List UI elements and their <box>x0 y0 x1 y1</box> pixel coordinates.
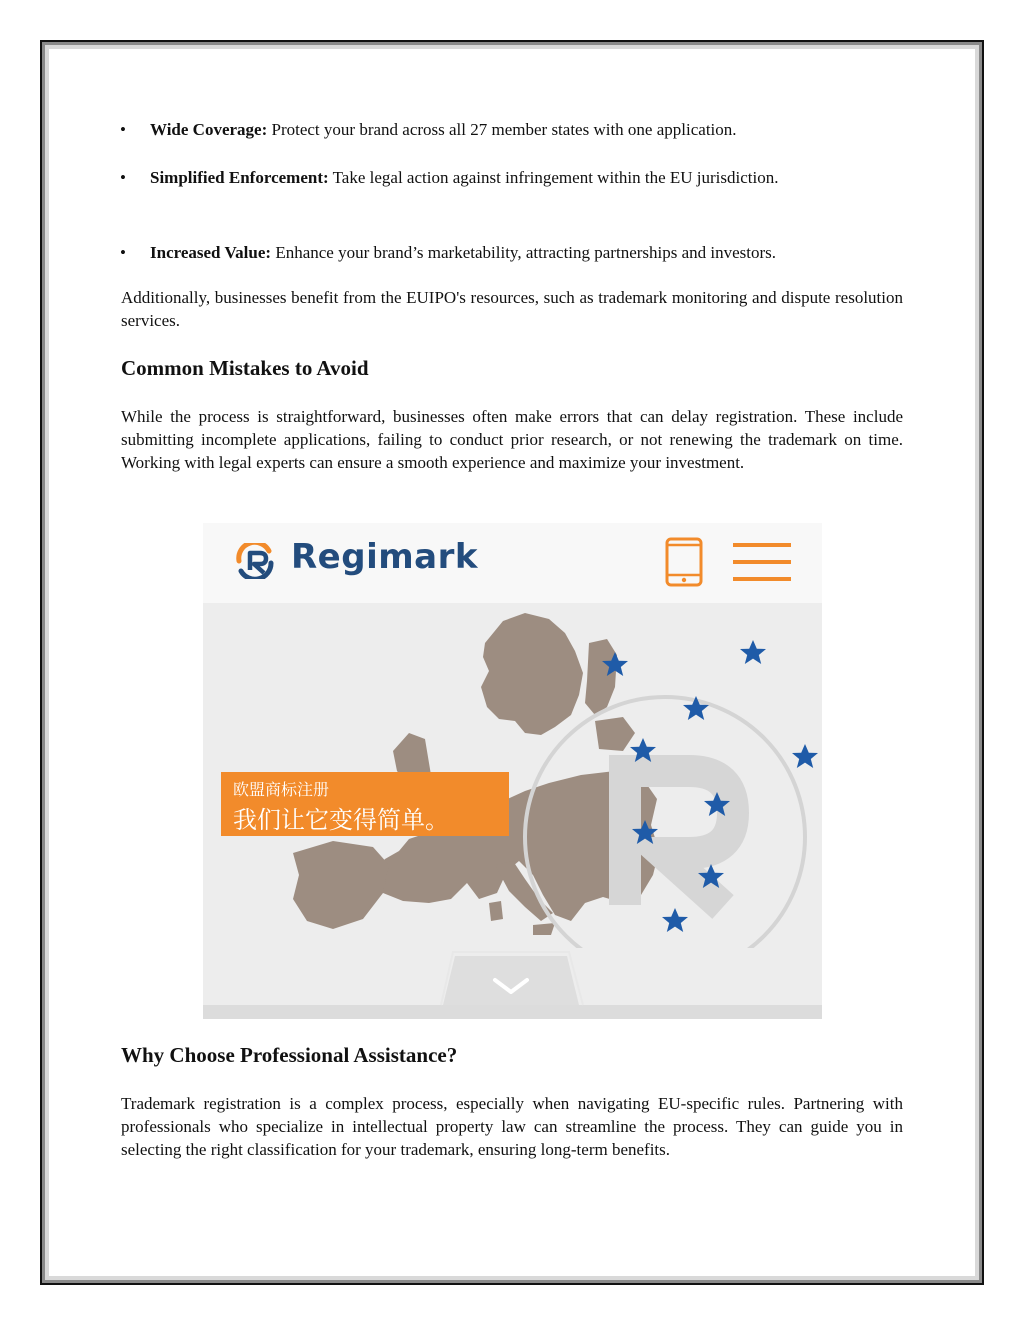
brand-logo-text: Regimark <box>291 537 478 577</box>
scroll-down-tab[interactable] <box>203 948 822 1019</box>
list-item <box>121 118 903 141</box>
bullet-icon: • <box>120 120 126 139</box>
list-item <box>121 166 903 189</box>
professional-paragraph: Trademark registration is a complex process, especially when navigating EU-specific rules. Partnering with professionals who specialize in intellectual property law can streamline the process. They can guide you in selecting the right classification for your trademark, ensuring long-term benefits. <box>121 1094 903 1159</box>
regimark-banner-image <box>203 523 822 1019</box>
promo-tagline: 我们让它变得简单。 <box>233 806 449 834</box>
bullet-icon: • <box>120 243 126 262</box>
promo-title: 欧盟商标注册 <box>233 780 330 799</box>
bullet-text: Enhance your brand’s marketability, attracting partnerships and investors. <box>271 243 777 262</box>
additional-paragraph: Additionally, businesses benefit from the EUIPO's resources, such as trademark monitoring and dispute resolution services. <box>121 288 903 330</box>
bullet-label: Wide Coverage: <box>150 120 268 139</box>
bullet-label: Simplified Enforcement: <box>150 168 329 187</box>
bullet-label: Increased Value: <box>150 243 272 262</box>
benefits-list <box>121 118 903 264</box>
banner-header <box>203 523 822 603</box>
menu-icon[interactable] <box>733 541 791 583</box>
bullet-icon: • <box>120 168 126 187</box>
phone-icon[interactable] <box>665 537 703 587</box>
bullet-text: Take legal action against infringement within the EU jurisdiction. <box>328 168 779 187</box>
registered-logo-icon <box>235 543 283 579</box>
list-item <box>121 241 903 264</box>
mistakes-heading: Common Mistakes to Avoid <box>121 356 369 380</box>
mistakes-paragraph: While the process is straightforward, businesses often make errors that can delay registration. These include submitting incomplete applications, failing to conduct prior research, or not renewing the trademark on time. Working with legal experts can ensure a smooth experience and maximize your investment. <box>121 407 903 472</box>
promo-banner <box>221 772 509 836</box>
professional-heading: Why Choose Professional Assistance? <box>121 1043 458 1067</box>
document-body <box>121 118 903 474</box>
bullet-text: Protect your brand across all 27 member states with one application. <box>267 120 737 139</box>
